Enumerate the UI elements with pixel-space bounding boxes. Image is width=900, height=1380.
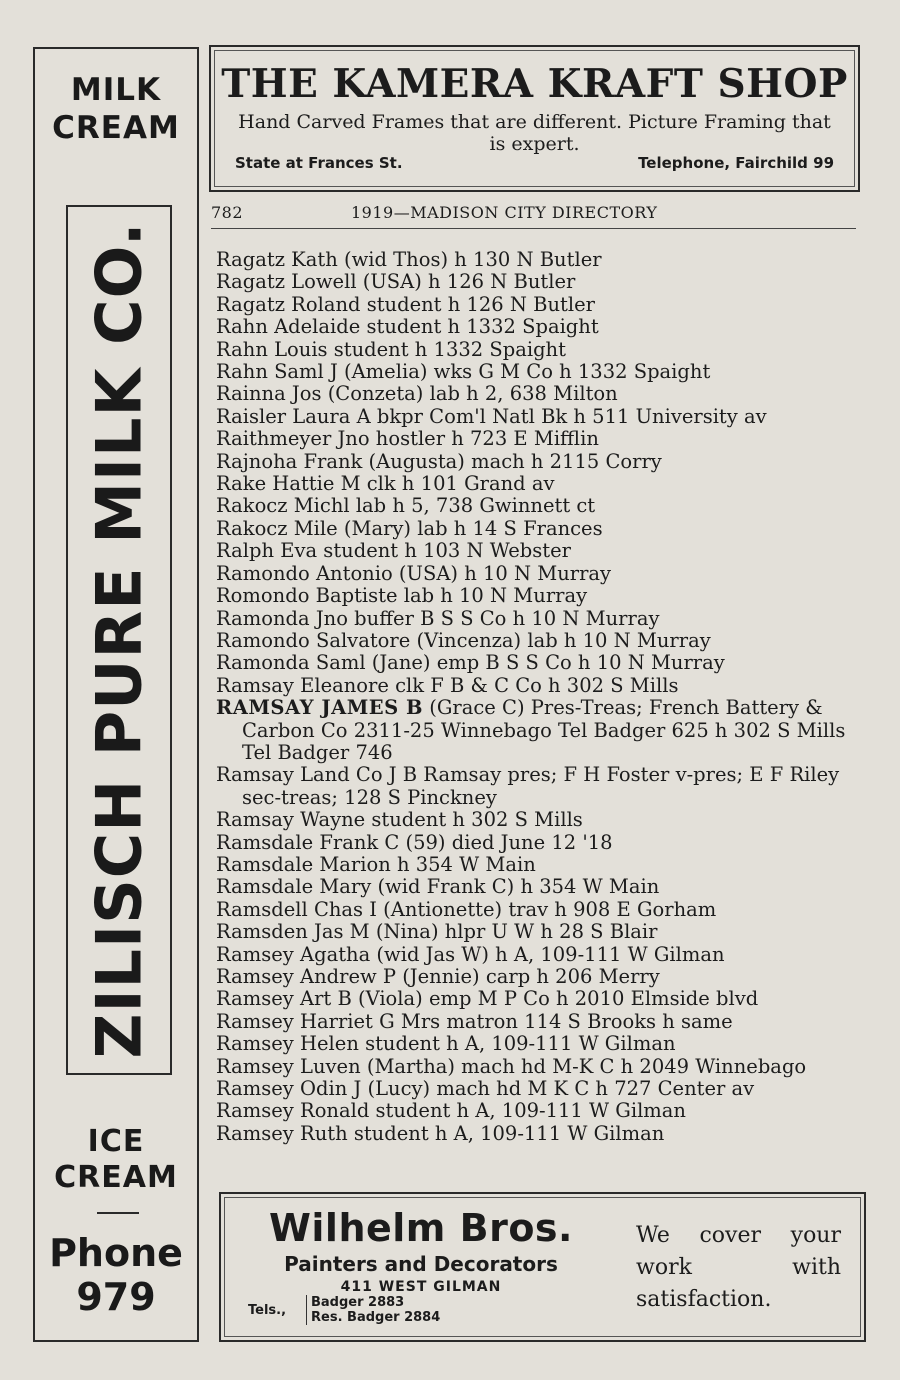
directory-entry: Ramsay Wayne student h 302 S Mills (216, 808, 583, 832)
directory-entry: Rahn Adelaide student h 1332 Spaight (216, 315, 599, 339)
directory-entry: Ramsay Land Co J B Ramsay pres; F H Foster v-pres; E F Riley sec-treas; 128 S Pinckney (216, 763, 840, 809)
phone-label (35, 1231, 197, 1319)
page-number: 782 (211, 203, 244, 222)
directory-entry: Ramsey Luven (Martha) mach hd M-K C h 2049 Winnebago (216, 1054, 807, 1078)
milk-cream-label (35, 71, 197, 147)
directory-entry: Ramsdale Frank C (59) died June 12 '18 (216, 830, 613, 854)
directory-entry: Ramsey Helen student h A, 109-111 W Gilman (216, 1032, 676, 1056)
directory-entry: Ramsey Agatha (wid Jas W) h A, 109-111 W Gilman (216, 942, 725, 966)
directory-entry: Ramsey Art B (Viola) emp M P Co h 2010 Elmside blvd (216, 987, 759, 1011)
ad-tagline: Hand Carved Frames that are different. Picture Framing that is expert. (238, 111, 831, 155)
company-name-box (66, 205, 172, 1075)
directory-entry: Ramsey Ronald student h A, 109-111 W Gilman (216, 1099, 686, 1123)
directory-entry: Ramondo Salvatore (Vincenza) lab h 10 N Murray (216, 628, 711, 652)
tels-values (306, 1295, 440, 1325)
directory-entry: Rajnoha Frank (Augusta) mach h 2115 Corry (216, 449, 662, 473)
tel-business: Badger 2883 (311, 1295, 405, 1310)
milk-word: MILK (70, 72, 162, 108)
directory-entry: Ramsey Harriet G Mrs matron 114 S Brooks h same (216, 1009, 733, 1033)
directory-entry: Raithmeyer Jno hostler h 723 E Mifflin (216, 427, 599, 451)
directory-entry: Ramsdale Marion h 354 W Main (216, 852, 536, 876)
directory-entry: Romondo Baptiste lab h 10 N Murray (216, 584, 588, 608)
ad-address: State at Frances St. (235, 154, 403, 172)
directory-entry: Rahn Louis student h 1332 Spaight (216, 337, 566, 361)
tel-residence: Res. Badger 2884 (311, 1310, 441, 1325)
directory-entry: Rahn Saml J (Amelia) wks G M Co h 1332 Spaight (216, 360, 711, 384)
directory-entry: Ramsden Jas M (Nina) hlpr U W h 28 S Blair (216, 920, 658, 944)
directory-entry (216, 697, 866, 764)
ad-address: 411 WEST GILMAN (340, 1279, 502, 1295)
directory-entry: Ramsay Eleanore clk F B & C Co h 302 S Mills (216, 673, 679, 697)
entry-name-bold: RAMSAY JAMES B (216, 696, 424, 720)
directory-entry: Ramsey Ruth student h A, 109-111 W Gilman (216, 1121, 665, 1145)
directory-entry: Ramsdell Chas I (Antionette) trav h 908 E Gorham (216, 897, 717, 921)
directory-entry: Ragatz Roland student h 126 N Butler (216, 292, 595, 316)
ad-slogan: We cover your work with satisfaction. (636, 1223, 841, 1312)
ad-telephone: Telephone, Fairchild 99 (638, 154, 834, 172)
ad-company-name: Wilhelm Bros. (268, 1206, 573, 1250)
directory-entry: Ramsdale Mary (wid Frank C) h 354 W Main (216, 875, 660, 899)
tels-label: Tels., (248, 1303, 287, 1318)
directory-entry: Ralph Eva student h 103 N Webster (216, 539, 571, 563)
directory-entry: Rakocz Michl lab h 5, 738 Gwinnett ct (216, 494, 596, 518)
directory-entry: Ragatz Lowell (USA) h 126 N Butler (216, 270, 576, 294)
kamera-kraft-ad (209, 45, 860, 192)
phone-number: 979 (76, 1275, 156, 1319)
cream-word: CREAM (52, 110, 180, 146)
directory-entry: Rakocz Mile (Mary) lab h 14 S Frances (216, 516, 603, 540)
ice-cream-label (35, 1124, 197, 1196)
company-name-vertical: ZILISCH PURE MILK CO. (82, 221, 156, 1059)
page-title: 1919—MADISON CITY DIRECTORY (351, 203, 658, 222)
entry-rest: (Grace C) Pres-Treas; French Battery & Carbon Co 2311-25 Winnebago Tel Badger 625 h 302 S Mills Tel Badger 746 (242, 696, 846, 764)
ice-cream-word: CREAM (54, 1160, 178, 1195)
directory-entry: Rake Hattie M clk h 101 Grand av (216, 472, 555, 496)
ad-title: THE KAMERA KRAFT SHOP (221, 61, 848, 107)
wilhelm-bros-ad (219, 1192, 866, 1342)
phone-word: Phone (49, 1231, 183, 1275)
directory-entry: Ragatz Kath (wid Thos) h 130 N Butler (216, 248, 602, 271)
directory-entry: Ramonda Saml (Jane) emp B S S Co h 10 N Murray (216, 651, 725, 675)
directory-entry: Raisler Laura A bkpr Com'l Natl Bk h 511 University av (216, 404, 767, 428)
directory-entry: Ramsey Andrew P (Jennie) carp h 206 Merry (216, 965, 660, 988)
directory-entry: Ramondo Antonio (USA) h 10 N Murray (216, 561, 612, 585)
directory-entries (216, 249, 866, 1145)
directory-entry: Rainna Jos (Conzeta) lab h 2, 638 Milton (216, 382, 618, 406)
milk-company-sidebar-ad (33, 47, 199, 1342)
ice-word: ICE (87, 1124, 145, 1159)
directory-entry: Ramonda Jno buffer B S S Co h 10 N Murray (216, 606, 660, 630)
divider-dash (97, 1212, 139, 1214)
header-rule (211, 228, 856, 229)
directory-entry: Ramsey Odin J (Lucy) mach hd M K C h 727 Center av (216, 1077, 755, 1101)
ad-subtitle: Painters and Decorators (284, 1252, 558, 1276)
